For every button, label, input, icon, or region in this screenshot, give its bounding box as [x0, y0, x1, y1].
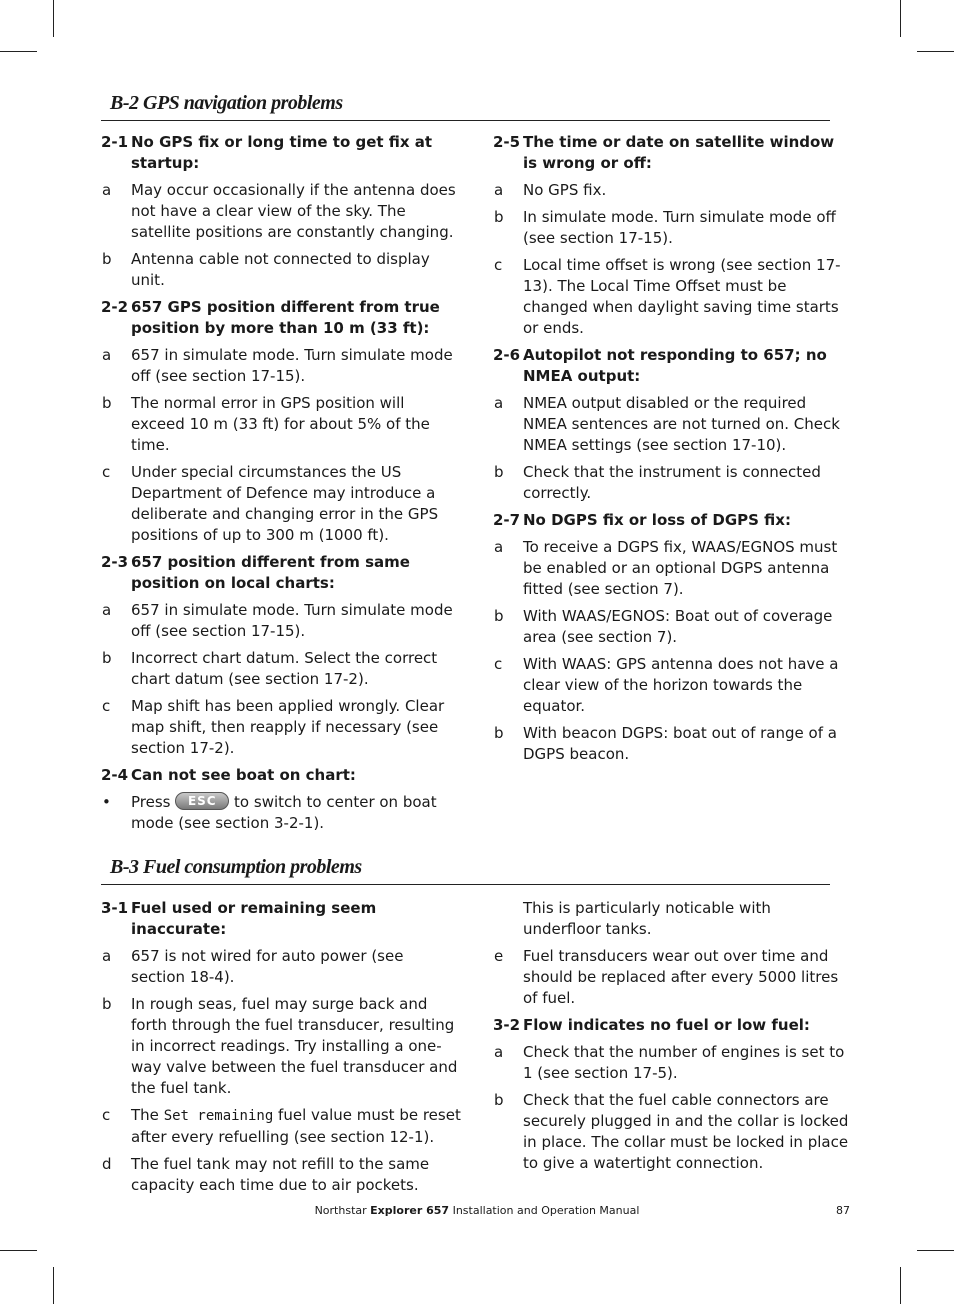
item-marker: a [494, 394, 504, 412]
problem-title: 657 position different from same position on local charts: [131, 553, 410, 592]
crop-mark [900, 1267, 901, 1304]
problem-title: No GPS fix or long time to get fix at startup: [131, 133, 433, 172]
item-text [131, 1105, 461, 1148]
page-number: 87 [836, 1204, 850, 1217]
list-item [101, 946, 461, 988]
item-marker: b [494, 208, 504, 226]
bullet-marker: • [102, 793, 111, 811]
problem-heading-2-5 [493, 132, 853, 174]
item-text: Map shift has been applied wrongly. Clear map shift, then reapply if necessary (see section 17-2). [131, 697, 445, 757]
list-item [493, 537, 853, 600]
list-item [101, 696, 461, 759]
problem-heading-2-3 [101, 552, 461, 594]
problem-heading-2-4 [101, 765, 461, 786]
list-item-continuation [493, 898, 853, 940]
item-marker: a [494, 181, 504, 199]
item-text: Incorrect chart datum. Select the correct chart datum (see section 17-2). [131, 649, 438, 688]
footer-brand: Northstar [314, 1204, 367, 1217]
list-item [493, 723, 853, 765]
list-item [493, 180, 853, 201]
item-text-post: to switch to center on boat mode (see section 3-2-1). [131, 793, 437, 832]
item-marker: a [102, 601, 112, 619]
item-marker: b [102, 649, 112, 667]
footer-model: Explorer 657 [370, 1204, 450, 1217]
footer-manual-title: Installation and Operation Manual [452, 1204, 640, 1217]
item-marker: b [494, 463, 504, 481]
problem-heading-2-1 [101, 132, 461, 174]
item-text: NMEA output disabled or the required NMEA sentences are not turned on. Check NMEA settings (see section 17-10). [523, 394, 840, 454]
list-item [101, 1105, 461, 1148]
item-marker: a [102, 947, 112, 965]
item-marker: c [494, 256, 503, 274]
item-marker: b [102, 250, 112, 268]
item-marker: b [494, 1091, 504, 1109]
section-rule [101, 120, 830, 121]
crop-mark [53, 0, 54, 37]
problem-heading-2-2 [101, 297, 461, 339]
list-item [493, 462, 853, 504]
item-text: May occur occasionally if the antenna does not have a clear view of the sky. The satellite positions are constantly changing. [131, 181, 456, 241]
item-marker: d [102, 1155, 112, 1173]
item-marker: a [102, 181, 112, 199]
item-text [131, 792, 461, 834]
list-item [101, 994, 461, 1099]
problem-number: 2-4 [101, 766, 129, 784]
item-text: No GPS fix. [523, 181, 607, 199]
b2-left-column [101, 132, 461, 840]
crop-mark [53, 1267, 54, 1304]
problem-number: 3-2 [493, 1016, 521, 1034]
item-text: Check that the instrument is connected correctly. [523, 463, 821, 502]
crop-mark [0, 51, 37, 52]
problem-title: Fuel used or remaining seem inaccurate: [131, 899, 377, 938]
item-text: This is particularly noticable with underfloor tanks. [523, 899, 771, 938]
item-text-post: fuel value must be reset after every refuelling (see section 12-1). [131, 1106, 461, 1146]
crop-mark [0, 1250, 37, 1251]
list-item [101, 345, 461, 387]
item-text: The fuel tank may not refill to the same capacity each time due to air pockets. [131, 1155, 430, 1194]
item-text: The normal error in GPS position will exceed 10 m (33 ft) for about 5% of the time. [131, 394, 430, 454]
item-text: Fuel transducers wear out over time and should be replaced after every 5000 litres of fuel. [523, 947, 839, 1007]
item-marker: b [494, 607, 504, 625]
problem-title: The time or date on satellite window is wrong or off: [523, 133, 835, 172]
problem-heading-3-2 [493, 1015, 853, 1036]
item-text: In rough seas, fuel may surge back and forth through the fuel transducer, resulting in incorrect readings. Try installing a one-way valve between the fuel transducer and the fuel tank. [131, 995, 458, 1097]
item-text: With WAAS/EGNOS: Boat out of coverage area (see section 7). [523, 607, 833, 646]
item-text: 657 in simulate mode. Turn simulate mode off (see section 17-15). [131, 346, 453, 385]
problem-number: 2-7 [493, 511, 521, 529]
item-text: Check that the number of engines is set to 1 (see section 17-5). [523, 1043, 845, 1082]
section-rule [101, 884, 830, 885]
problem-title: Can not see boat on chart: [131, 766, 356, 784]
item-text: To receive a DGPS fix, WAAS/EGNOS must be enabled or an optional DGPS antenna fitted (see section 7). [523, 538, 838, 598]
item-marker: b [102, 995, 112, 1013]
item-text: 657 in simulate mode. Turn simulate mode off (see section 17-15). [131, 601, 453, 640]
problem-heading-3-1 [101, 898, 461, 940]
section-title-b2: B-2 GPS navigation problems [110, 92, 343, 114]
list-item [493, 1090, 853, 1174]
item-marker: c [102, 1106, 111, 1124]
list-item [493, 393, 853, 456]
list-item [101, 462, 461, 546]
page-footer [0, 1203, 954, 1219]
item-text: Under special circumstances the US Department of Defence may introduce a deliberate and changing error in the GPS positions of up to 300 m (1000 ft). [131, 463, 439, 544]
setting-name: Set remaining [163, 1108, 274, 1124]
problem-number: 3-1 [101, 899, 129, 917]
list-item [493, 946, 853, 1009]
problem-title: Flow indicates no fuel or low fuel: [523, 1016, 810, 1034]
item-marker: c [102, 463, 111, 481]
crop-mark [917, 51, 954, 52]
list-item [493, 654, 853, 717]
item-text: Check that the fuel cable connectors are securely plugged in and the collar is locked in place. The collar must be locked in place to give a watertight connection. [523, 1091, 849, 1172]
problem-number: 2-1 [101, 133, 129, 151]
item-marker: c [494, 655, 503, 673]
problem-number: 2-3 [101, 553, 129, 571]
crop-mark [900, 0, 901, 37]
list-item [101, 648, 461, 690]
list-item [101, 249, 461, 291]
problem-title: Autopilot not responding to 657; no NMEA output: [523, 346, 827, 385]
list-item [493, 606, 853, 648]
section-title-b3: B-3 Fuel consumption problems [110, 856, 362, 878]
problem-title: No DGPS fix or loss of DGPS fix: [523, 511, 791, 529]
item-marker: b [494, 724, 504, 742]
problem-number: 2-6 [493, 346, 521, 364]
b2-right-column [493, 132, 853, 771]
list-item [101, 792, 461, 834]
item-marker: c [102, 697, 111, 715]
list-item [101, 600, 461, 642]
crop-mark [917, 1250, 954, 1251]
list-item [101, 1154, 461, 1196]
list-item [493, 255, 853, 339]
item-marker: b [102, 394, 112, 412]
problem-heading-2-7 [493, 510, 853, 531]
b3-left-column [101, 898, 461, 1202]
b3-right-column [493, 898, 853, 1180]
problem-title: 657 GPS position different from true position by more than 10 m (33 ft): [131, 298, 440, 337]
item-text: With beacon DGPS: boat out of range of a DGPS beacon. [523, 724, 837, 763]
item-text-pre: The [131, 1106, 159, 1124]
item-text-pre: Press [131, 793, 171, 811]
item-text: Antenna cable not connected to display unit. [131, 250, 430, 289]
problem-number: 2-2 [101, 298, 129, 316]
problem-number: 2-5 [493, 133, 521, 151]
item-marker: a [102, 346, 112, 364]
list-item [493, 207, 853, 249]
item-text: In simulate mode. Turn simulate mode off (see section 17-15). [523, 208, 836, 247]
item-text: With WAAS: GPS antenna does not have a clear view of the horizon towards the equator. [523, 655, 839, 715]
item-marker: e [494, 947, 504, 965]
list-item [101, 393, 461, 456]
esc-key-icon: ESC [175, 792, 229, 810]
item-text: Local time offset is wrong (see section 17-13). The Local Time Offset must be changed when daylight saving time starts or ends. [523, 256, 841, 337]
item-text: 657 is not wired for auto power (see section 18-4). [131, 947, 404, 986]
item-marker: a [494, 1043, 504, 1061]
item-marker: a [494, 538, 504, 556]
problem-heading-2-6 [493, 345, 853, 387]
list-item [101, 180, 461, 243]
list-item [493, 1042, 853, 1084]
